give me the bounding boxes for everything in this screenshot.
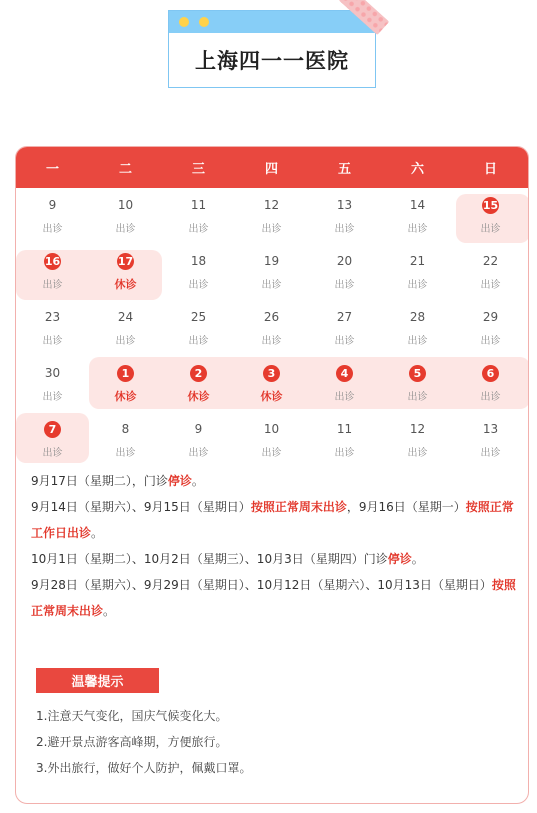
calendar-day-cell	[308, 191, 381, 247]
calendar-day-cell	[235, 247, 308, 303]
calendar-day-cell	[16, 247, 89, 303]
window-dot-icon	[199, 17, 209, 27]
day-number: 9	[194, 422, 203, 436]
calendar-day-cell	[89, 247, 162, 303]
weekday-header	[16, 147, 528, 188]
day-number: 29	[482, 310, 499, 324]
weekday-label: 四	[264, 162, 278, 177]
weekday-label: 二	[118, 162, 132, 177]
calendar-day-cell	[454, 359, 527, 415]
calendar-day-cell	[381, 415, 454, 471]
day-number: 11	[190, 198, 207, 212]
day-status: 出诊	[480, 448, 501, 459]
note-line: 10月1日（星期二）、10月2日（星期三）、10月3日（星期四）门诊停诊。	[31, 552, 424, 566]
calendar-day-cell	[381, 303, 454, 359]
day-status: 出诊	[261, 224, 282, 235]
day-number: 13	[336, 198, 353, 212]
calendar-day-cell	[16, 359, 89, 415]
day-status: 出诊	[334, 336, 355, 347]
calendar-day-cell	[454, 247, 527, 303]
tip-item: 1.注意天气变化，国庆气候变化大。	[36, 709, 228, 723]
day-status: 出诊	[188, 224, 209, 235]
page-title: 上海四一一医院	[195, 49, 349, 73]
day-status: 出诊	[261, 280, 282, 291]
day-status: 休诊	[114, 390, 137, 403]
day-number: 12	[409, 422, 426, 436]
weekday-label: 五	[337, 162, 351, 177]
day-number: 10	[117, 198, 134, 212]
day-status: 出诊	[334, 448, 355, 459]
tip-item: 3.外出旅行，做好个人防护，佩戴口罩。	[36, 761, 252, 775]
day-number: 14	[409, 198, 426, 212]
calendar-day-cell	[162, 191, 235, 247]
calendar-day-cell	[89, 191, 162, 247]
day-number: 13	[482, 422, 499, 436]
day-number: 4	[336, 365, 353, 382]
day-status: 出诊	[42, 280, 63, 291]
weekday-label: 三	[191, 162, 205, 177]
day-status: 出诊	[188, 336, 209, 347]
day-number: 6	[482, 365, 499, 382]
day-status: 出诊	[407, 336, 428, 347]
schedule-card	[15, 146, 529, 804]
calendar-day-cell	[308, 247, 381, 303]
calendar-day-cell	[89, 359, 162, 415]
day-number: 1	[117, 365, 134, 382]
calendar-day-cell	[235, 415, 308, 471]
calendar-day-cell	[16, 415, 89, 471]
calendar-day-cell	[162, 415, 235, 471]
weekday-label: 一	[45, 162, 59, 177]
day-number: 30	[44, 366, 61, 380]
day-number: 12	[263, 198, 280, 212]
day-number: 27	[336, 310, 353, 324]
title-bar	[169, 11, 375, 33]
day-status: 出诊	[407, 392, 428, 403]
day-number: 5	[409, 365, 426, 382]
tips-title: 温馨提示	[36, 668, 159, 693]
day-status: 出诊	[115, 336, 136, 347]
calendar-day-cell	[89, 303, 162, 359]
day-status: 出诊	[334, 280, 355, 291]
day-number: 10	[263, 422, 280, 436]
day-status: 出诊	[480, 224, 501, 235]
calendar-day-cell	[454, 415, 527, 471]
weekday-label: 日	[483, 162, 497, 177]
calendar-day-cell	[308, 359, 381, 415]
tip-item: 2.避开景点游客高峰期，方便旅行。	[36, 735, 228, 749]
day-number: 28	[409, 310, 426, 324]
note-line: 9月14日（星期六）、9月15日（星期日）按照正常周末出诊，9月16日（星期一）按照正常工作日出诊。	[31, 500, 514, 540]
day-status: 出诊	[42, 224, 63, 235]
calendar-day-cell	[381, 247, 454, 303]
day-number: 19	[263, 254, 280, 268]
day-number: 23	[44, 310, 61, 324]
day-number: 24	[117, 310, 134, 324]
day-status: 出诊	[261, 336, 282, 347]
day-status: 出诊	[115, 224, 136, 235]
calendar-day-cell	[89, 415, 162, 471]
day-number: 17	[117, 255, 134, 268]
window-dot-icon	[179, 17, 189, 27]
day-number: 8	[121, 422, 130, 436]
calendar-day-cell	[162, 359, 235, 415]
calendar-day-cell	[381, 359, 454, 415]
day-status: 出诊	[334, 224, 355, 235]
day-number: 22	[482, 254, 499, 268]
calendar-day-cell	[308, 303, 381, 359]
calendar-day-cell	[454, 191, 527, 247]
day-number: 20	[336, 254, 353, 268]
day-status: 休诊	[114, 278, 137, 291]
schedule-notes	[31, 468, 517, 624]
day-status: 出诊	[480, 280, 501, 291]
day-status: 休诊	[187, 390, 210, 403]
day-status: 出诊	[188, 280, 209, 291]
calendar-day-cell	[16, 303, 89, 359]
day-status: 出诊	[42, 392, 63, 403]
day-number: 21	[409, 254, 426, 268]
day-status: 出诊	[188, 448, 209, 459]
day-status: 出诊	[480, 336, 501, 347]
day-status: 出诊	[480, 392, 501, 403]
title-card	[168, 10, 376, 88]
day-status: 休诊	[260, 390, 283, 403]
day-number: 18	[190, 254, 207, 268]
day-status: 出诊	[334, 392, 355, 403]
day-number: 2	[190, 365, 207, 382]
day-number: 9	[48, 198, 57, 212]
weekday-label: 六	[410, 162, 424, 177]
tips-list	[36, 703, 251, 781]
day-status: 出诊	[261, 448, 282, 459]
day-number: 16	[44, 255, 61, 268]
calendar-day-cell	[235, 303, 308, 359]
calendar-day-cell	[162, 303, 235, 359]
calendar-day-cell	[16, 191, 89, 247]
calendar-day-cell	[235, 359, 308, 415]
day-status: 出诊	[42, 336, 63, 347]
day-status: 出诊	[407, 448, 428, 459]
day-number: 26	[263, 310, 280, 324]
day-status: 出诊	[42, 448, 63, 459]
day-number: 3	[263, 365, 280, 382]
day-status: 出诊	[407, 224, 428, 235]
day-number: 15	[482, 199, 499, 212]
calendar-day-cell	[235, 191, 308, 247]
day-number: 7	[44, 421, 61, 438]
note-line: 9月17日（星期二），门诊停诊。	[31, 474, 204, 488]
day-number: 25	[190, 310, 207, 324]
calendar-day-cell	[454, 303, 527, 359]
day-number: 11	[336, 422, 353, 436]
calendar-day-cell	[381, 191, 454, 247]
calendar-day-cell	[308, 415, 381, 471]
note-line: 9月28日（星期六）、9月29日（星期日）、10月12日（星期六）、10月13日（星期日）按照正常周末出诊。	[31, 578, 516, 618]
calendar-day-cell	[162, 247, 235, 303]
day-status: 出诊	[115, 448, 136, 459]
day-status: 出诊	[407, 280, 428, 291]
